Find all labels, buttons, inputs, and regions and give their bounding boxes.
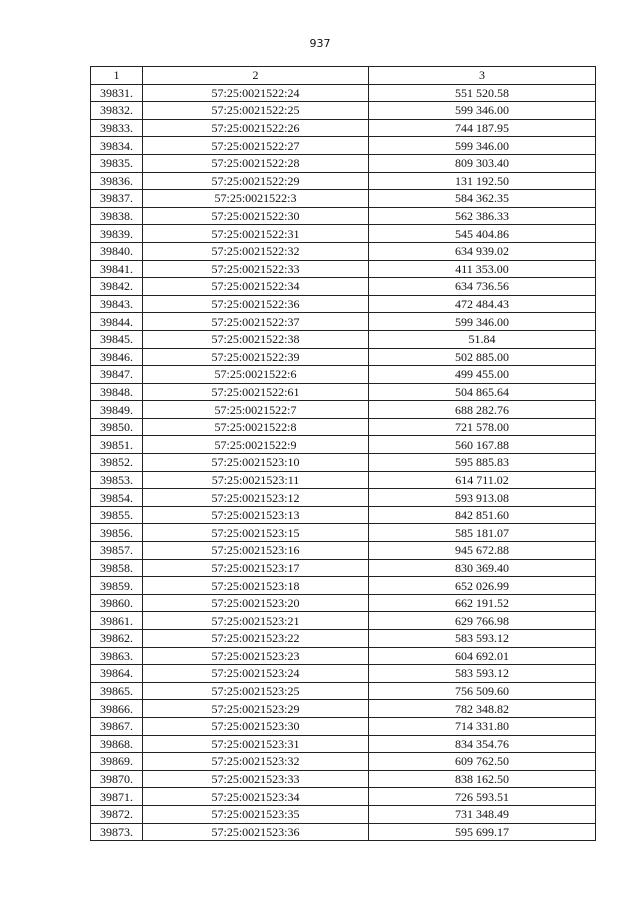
value-cell: 629 766.98	[369, 612, 596, 630]
value-cell: 551 520.58	[369, 84, 596, 102]
cadastral-number-cell: 57:25:0021523:10	[143, 454, 369, 472]
table-row	[91, 172, 596, 190]
cadastral-number-cell: 57:25:0021523:12	[143, 489, 369, 507]
table-row	[91, 823, 596, 841]
value-cell: 593 913.08	[369, 489, 596, 507]
value-cell: 842 851.60	[369, 506, 596, 524]
row-number-cell: 39845.	[91, 330, 143, 348]
column-header-value: 3	[369, 67, 596, 85]
cadastral-number-cell: 57:25:0021522:7	[143, 401, 369, 419]
table-row	[91, 524, 596, 542]
cadastral-number-cell: 57:25:0021523:18	[143, 577, 369, 595]
value-cell: 595 699.17	[369, 823, 596, 841]
row-number-cell: 39870.	[91, 770, 143, 788]
row-number-cell: 39873.	[91, 823, 143, 841]
table-row	[91, 682, 596, 700]
cadastral-number-cell: 57:25:0021522:24	[143, 84, 369, 102]
row-number-cell: 39869.	[91, 753, 143, 771]
cadastral-number-cell: 57:25:0021522:8	[143, 418, 369, 436]
table-row	[91, 190, 596, 208]
table-row	[91, 418, 596, 436]
cadastral-number-cell: 57:25:0021522:36	[143, 295, 369, 313]
row-number-cell: 39847.	[91, 366, 143, 384]
value-cell: 411 353.00	[369, 260, 596, 278]
value-cell: 131 192.50	[369, 172, 596, 190]
row-number-cell: 39858.	[91, 559, 143, 577]
table-row	[91, 770, 596, 788]
cadastral-number-cell: 57:25:0021523:25	[143, 682, 369, 700]
table-row	[91, 436, 596, 454]
value-cell: 634 939.02	[369, 242, 596, 260]
row-number-cell: 39871.	[91, 788, 143, 806]
table-row	[91, 753, 596, 771]
row-number-cell: 39850.	[91, 418, 143, 436]
cadastral-number-cell: 57:25:0021523:33	[143, 770, 369, 788]
table-row	[91, 366, 596, 384]
value-cell: 599 346.00	[369, 137, 596, 155]
row-number-cell: 39843.	[91, 295, 143, 313]
table-row	[91, 612, 596, 630]
cadastral-number-cell: 57:25:0021523:23	[143, 647, 369, 665]
value-cell: 744 187.95	[369, 119, 596, 137]
value-cell: 51.84	[369, 330, 596, 348]
table-row	[91, 454, 596, 472]
row-number-cell: 39842.	[91, 278, 143, 296]
table-row	[91, 489, 596, 507]
row-number-cell: 39837.	[91, 190, 143, 208]
cadastral-number-cell: 57:25:0021523:36	[143, 823, 369, 841]
row-number-cell: 39848.	[91, 383, 143, 401]
page-number: 937	[309, 37, 331, 50]
cadastral-number-cell: 57:25:0021522:26	[143, 119, 369, 137]
cadastral-number-cell: 57:25:0021523:17	[143, 559, 369, 577]
row-number-cell: 39853.	[91, 471, 143, 489]
value-cell: 614 711.02	[369, 471, 596, 489]
cadastral-number-cell: 57:25:0021522:9	[143, 436, 369, 454]
cadastral-number-cell: 57:25:0021522:32	[143, 242, 369, 260]
row-number-cell: 39859.	[91, 577, 143, 595]
table-row	[91, 260, 596, 278]
cadastral-number-cell: 57:25:0021522:6	[143, 366, 369, 384]
value-cell: 721 578.00	[369, 418, 596, 436]
table-row	[91, 805, 596, 823]
column-header-number: 1	[91, 67, 143, 85]
cadastral-number-cell: 57:25:0021523:29	[143, 700, 369, 718]
row-number-cell: 39854.	[91, 489, 143, 507]
data-table	[90, 66, 596, 841]
cadastral-number-cell: 57:25:0021523:35	[143, 805, 369, 823]
value-cell: 945 672.88	[369, 542, 596, 560]
row-number-cell: 39852.	[91, 454, 143, 472]
value-cell: 809 303.40	[369, 154, 596, 172]
table-row	[91, 383, 596, 401]
value-cell: 504 865.64	[369, 383, 596, 401]
value-cell: 688 282.76	[369, 401, 596, 419]
row-number-cell: 39851.	[91, 436, 143, 454]
table-row	[91, 84, 596, 102]
row-number-cell: 39834.	[91, 137, 143, 155]
table-row	[91, 594, 596, 612]
value-cell: 560 167.88	[369, 436, 596, 454]
row-number-cell: 39844.	[91, 313, 143, 331]
value-cell: 584 362.35	[369, 190, 596, 208]
value-cell: 634 736.56	[369, 278, 596, 296]
table-row	[91, 137, 596, 155]
row-number-cell: 39831.	[91, 84, 143, 102]
table-row	[91, 348, 596, 366]
table-row	[91, 295, 596, 313]
table-row	[91, 242, 596, 260]
value-cell: 583 593.12	[369, 665, 596, 683]
table-row	[91, 119, 596, 137]
value-cell: 652 026.99	[369, 577, 596, 595]
table-body	[91, 84, 596, 841]
value-cell: 499 455.00	[369, 366, 596, 384]
table-row	[91, 330, 596, 348]
value-cell: 595 885.83	[369, 454, 596, 472]
table-row	[91, 647, 596, 665]
value-cell: 756 509.60	[369, 682, 596, 700]
table-row	[91, 225, 596, 243]
row-number-cell: 39841.	[91, 260, 143, 278]
cadastral-number-cell: 57:25:0021522:31	[143, 225, 369, 243]
row-number-cell: 39861.	[91, 612, 143, 630]
cadastral-number-cell: 57:25:0021523:21	[143, 612, 369, 630]
cadastral-number-cell: 57:25:0021522:29	[143, 172, 369, 190]
cadastral-number-cell: 57:25:0021522:27	[143, 137, 369, 155]
row-number-cell: 39866.	[91, 700, 143, 718]
table-row	[91, 630, 596, 648]
cadastral-number-cell: 57:25:0021523:11	[143, 471, 369, 489]
column-header-cadastral-number: 2	[143, 67, 369, 85]
cadastral-number-cell: 57:25:0021523:24	[143, 665, 369, 683]
row-number-cell: 39863.	[91, 647, 143, 665]
cadastral-number-cell: 57:25:0021522:25	[143, 102, 369, 120]
value-cell: 599 346.00	[369, 313, 596, 331]
row-number-cell: 39868.	[91, 735, 143, 753]
table-row	[91, 102, 596, 120]
cadastral-number-cell: 57:25:0021523:32	[143, 753, 369, 771]
table-row	[91, 278, 596, 296]
value-cell: 585 181.07	[369, 524, 596, 542]
row-number-cell: 39836.	[91, 172, 143, 190]
cadastral-number-cell: 57:25:0021522:30	[143, 207, 369, 225]
cadastral-number-cell: 57:25:0021522:39	[143, 348, 369, 366]
cadastral-number-cell: 57:25:0021523:20	[143, 594, 369, 612]
table-row	[91, 700, 596, 718]
value-cell: 838 162.50	[369, 770, 596, 788]
table-row	[91, 559, 596, 577]
cadastral-number-cell: 57:25:0021522:37	[143, 313, 369, 331]
value-cell: 726 593.51	[369, 788, 596, 806]
cadastral-number-cell: 57:25:0021523:30	[143, 717, 369, 735]
value-cell: 731 348.49	[369, 805, 596, 823]
row-number-cell: 39872.	[91, 805, 143, 823]
value-cell: 545 404.86	[369, 225, 596, 243]
row-number-cell: 39833.	[91, 119, 143, 137]
value-cell: 583 593.12	[369, 630, 596, 648]
value-cell: 714 331.80	[369, 717, 596, 735]
table-row	[91, 665, 596, 683]
row-number-cell: 39862.	[91, 630, 143, 648]
row-number-cell: 39860.	[91, 594, 143, 612]
value-cell: 662 191.52	[369, 594, 596, 612]
cadastral-number-cell: 57:25:0021522:28	[143, 154, 369, 172]
cadastral-number-cell: 57:25:0021523:34	[143, 788, 369, 806]
value-cell: 472 484.43	[369, 295, 596, 313]
cadastral-number-cell: 57:25:0021522:34	[143, 278, 369, 296]
row-number-cell: 39865.	[91, 682, 143, 700]
table-row	[91, 471, 596, 489]
row-number-cell: 39838.	[91, 207, 143, 225]
row-number-cell: 39839.	[91, 225, 143, 243]
cadastral-number-cell: 57:25:0021522:61	[143, 383, 369, 401]
value-cell: 830 369.40	[369, 559, 596, 577]
row-number-cell: 39864.	[91, 665, 143, 683]
table-row	[91, 506, 596, 524]
table-row	[91, 542, 596, 560]
value-cell: 599 346.00	[369, 102, 596, 120]
row-number-cell: 39867.	[91, 717, 143, 735]
value-cell: 502 885.00	[369, 348, 596, 366]
row-number-cell: 39840.	[91, 242, 143, 260]
table-row	[91, 207, 596, 225]
table-row	[91, 717, 596, 735]
row-number-cell: 39832.	[91, 102, 143, 120]
cadastral-number-cell: 57:25:0021522:3	[143, 190, 369, 208]
cadastral-number-cell: 57:25:0021522:33	[143, 260, 369, 278]
table-header-row	[91, 67, 596, 85]
table-row	[91, 788, 596, 806]
row-number-cell: 39846.	[91, 348, 143, 366]
value-cell: 604 692.01	[369, 647, 596, 665]
row-number-cell: 39849.	[91, 401, 143, 419]
row-number-cell: 39857.	[91, 542, 143, 560]
table-row	[91, 313, 596, 331]
value-cell: 609 762.50	[369, 753, 596, 771]
row-number-cell: 39835.	[91, 154, 143, 172]
table-row	[91, 577, 596, 595]
value-cell: 782 348.82	[369, 700, 596, 718]
cadastral-number-cell: 57:25:0021523:13	[143, 506, 369, 524]
value-cell: 562 386.33	[369, 207, 596, 225]
cadastral-number-cell: 57:25:0021523:16	[143, 542, 369, 560]
cadastral-number-cell: 57:25:0021522:38	[143, 330, 369, 348]
table-row	[91, 735, 596, 753]
row-number-cell: 39855.	[91, 506, 143, 524]
value-cell: 834 354.76	[369, 735, 596, 753]
cadastral-number-cell: 57:25:0021523:22	[143, 630, 369, 648]
table-row	[91, 154, 596, 172]
cadastral-number-cell: 57:25:0021523:31	[143, 735, 369, 753]
cadastral-number-cell: 57:25:0021523:15	[143, 524, 369, 542]
table-row	[91, 401, 596, 419]
row-number-cell: 39856.	[91, 524, 143, 542]
